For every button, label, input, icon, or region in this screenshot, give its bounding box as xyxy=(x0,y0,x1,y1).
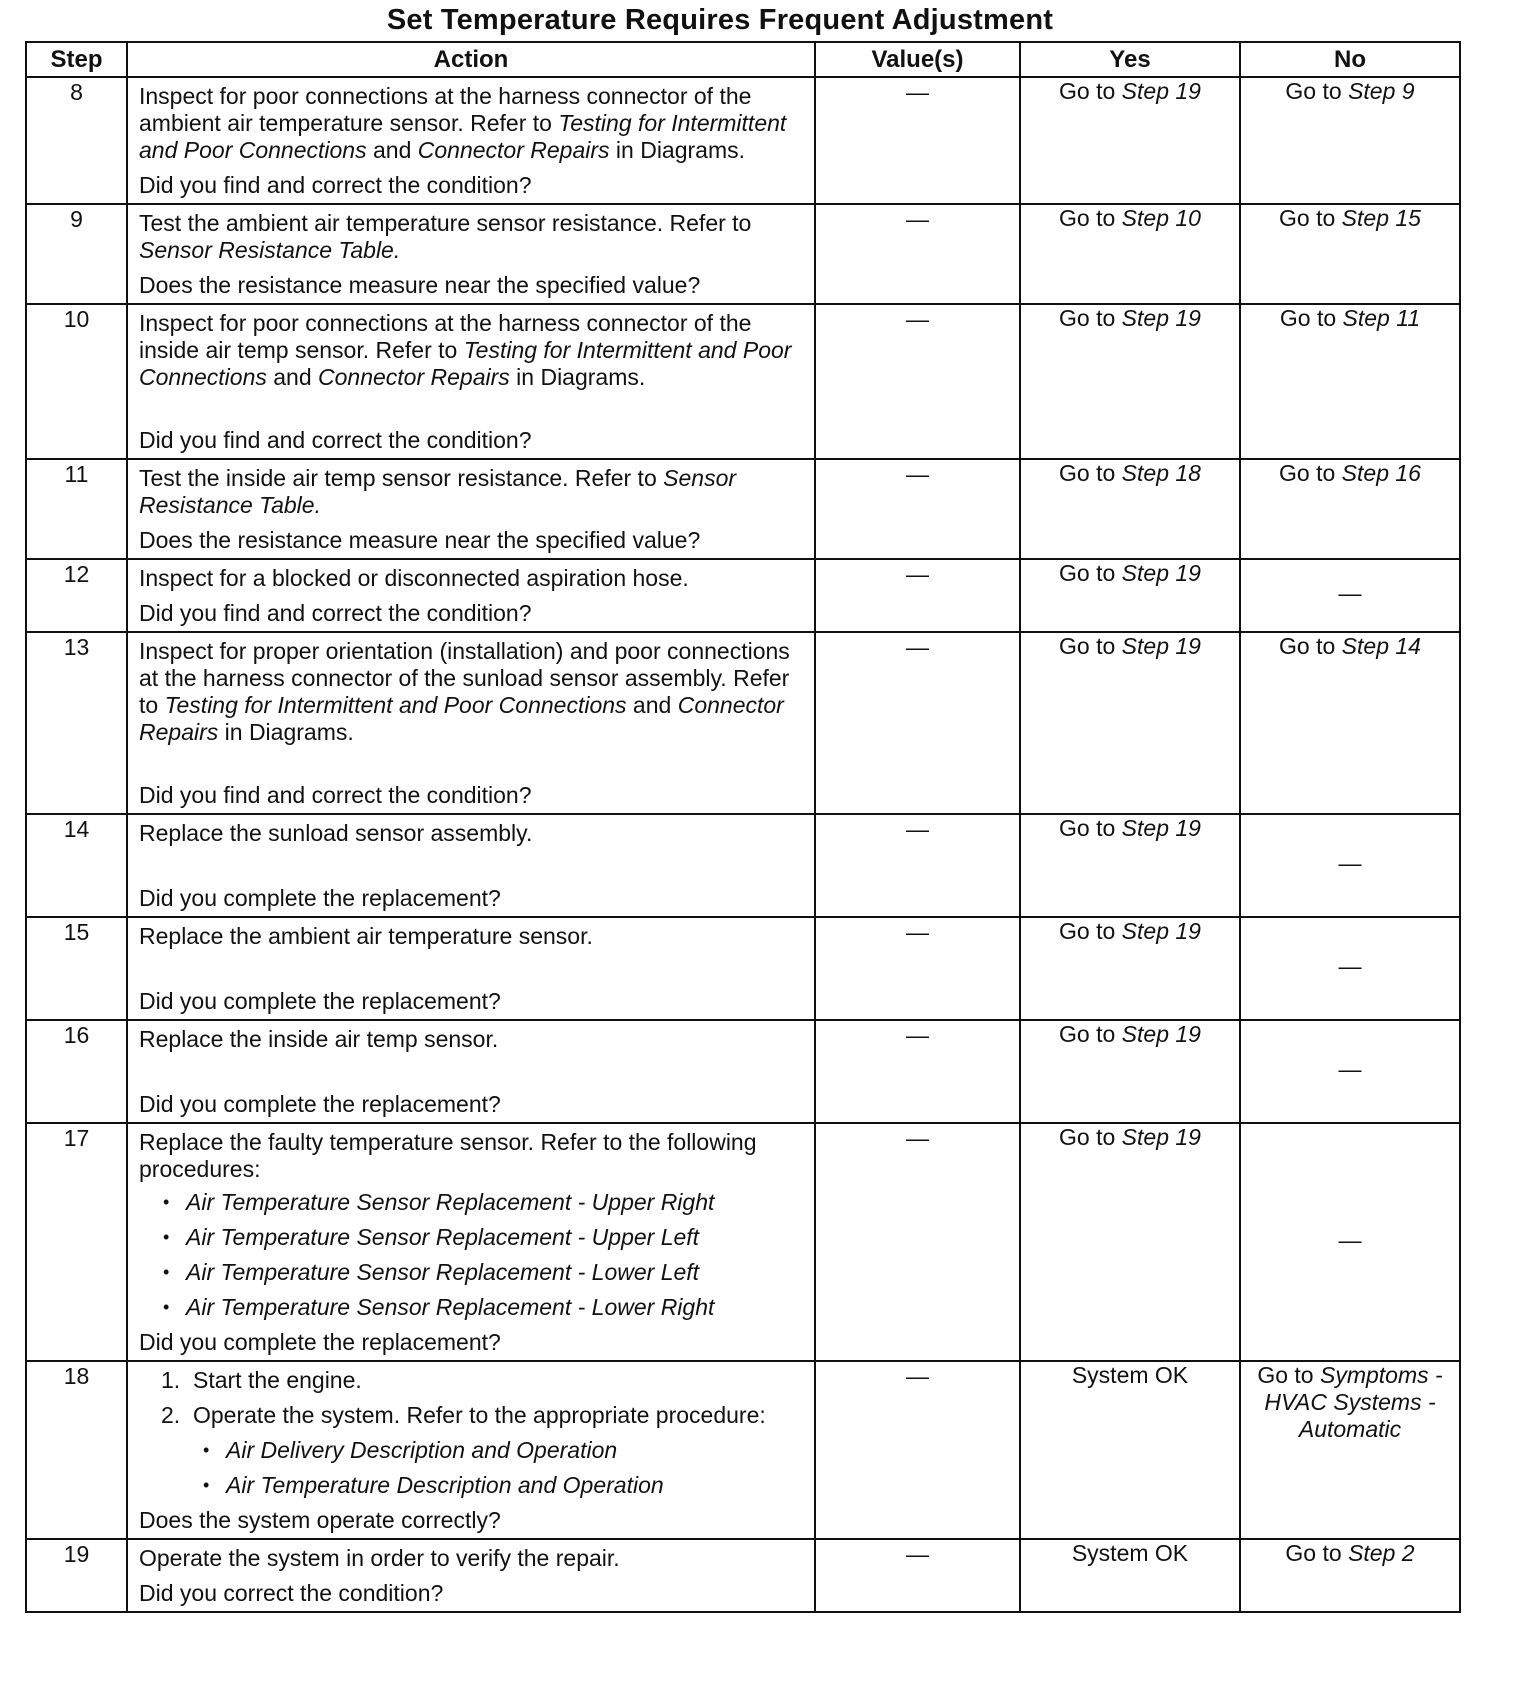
outcome-prefix: Go to xyxy=(1279,305,1343,331)
outcome-target: Step 9 xyxy=(1348,78,1415,104)
step-number: 15 xyxy=(26,917,127,1020)
no-outcome xyxy=(1240,1123,1460,1361)
text-segment: in Diagrams. xyxy=(509,364,646,390)
question-text: Did you complete the replacement? xyxy=(139,988,501,1014)
procedure-list xyxy=(193,1437,808,1499)
text-segment: and xyxy=(266,364,319,390)
step-number: 13 xyxy=(26,632,127,814)
no-outcome xyxy=(1240,77,1460,204)
action-cell xyxy=(127,1020,815,1123)
yes-outcome xyxy=(1020,1020,1240,1123)
action-cell xyxy=(127,77,815,204)
action-cell xyxy=(127,559,815,632)
question-text: Did you find and correct the condition? xyxy=(139,172,532,198)
outcome-target: Step 19 xyxy=(1121,305,1201,331)
numbered-step xyxy=(161,1367,808,1394)
question-text: Did you complete the replacement? xyxy=(139,1329,501,1355)
procedure-item xyxy=(203,1437,808,1464)
value-cell: — xyxy=(815,459,1020,559)
outcome-prefix: Go to xyxy=(1257,1362,1320,1388)
action-text xyxy=(139,83,808,164)
reference-title: Sensor Resistance Table. xyxy=(139,237,401,263)
action-cell xyxy=(127,1123,815,1361)
action-text xyxy=(139,310,808,391)
action-cell xyxy=(127,304,815,459)
action-text xyxy=(139,1026,808,1053)
outcome-prefix: Go to xyxy=(1279,633,1342,659)
procedure-name: Air Temperature Sensor Replacement - Lower Left xyxy=(186,1259,700,1285)
yes-outcome xyxy=(1020,1361,1240,1539)
no-outcome xyxy=(1240,632,1460,814)
action-text xyxy=(139,565,808,592)
question-text: Did you complete the replacement? xyxy=(139,1091,501,1117)
outcome-target: Step 19 xyxy=(1121,78,1201,104)
table-row xyxy=(26,1123,1460,1361)
value-cell: — xyxy=(815,814,1020,917)
action-cell xyxy=(127,814,815,917)
table-row xyxy=(26,304,1460,459)
no-outcome xyxy=(1240,204,1460,304)
text-segment: Inspect for a blocked or disconnected aspiration hose. xyxy=(139,565,689,591)
outcome-target: Step 18 xyxy=(1121,460,1201,486)
step-number: 18 xyxy=(26,1361,127,1539)
step-number: 11 xyxy=(26,459,127,559)
question-text: Did you find and correct the condition? xyxy=(139,782,532,808)
value-cell: — xyxy=(815,559,1020,632)
outcome-prefix: Go to xyxy=(1059,918,1122,944)
action-text xyxy=(139,1545,808,1572)
yes-outcome xyxy=(1020,917,1240,1020)
value-cell: — xyxy=(815,204,1020,304)
procedure-list xyxy=(139,1189,808,1321)
step-index: 2. xyxy=(161,1402,181,1428)
value-cell: — xyxy=(815,304,1020,459)
numbered-step xyxy=(161,1402,808,1499)
outcome-target: Step 19 xyxy=(1121,1124,1201,1150)
procedure-item xyxy=(163,1189,808,1216)
text-segment: Inspect for proper orientation (installation) and poor connections at the harness connector of the sunload sensor assembly. Refer to xyxy=(139,638,790,718)
text-segment: Replace the faulty temperature sensor. Refer to the following procedures: xyxy=(139,1129,757,1182)
action-cell xyxy=(127,459,815,559)
text-segment: Test the inside air temp sensor resistance. Refer to xyxy=(139,465,664,491)
step-text: Start the engine. xyxy=(193,1367,362,1393)
outcome-target: Step 16 xyxy=(1341,460,1421,486)
outcome-text: — xyxy=(1338,1056,1362,1082)
text-segment: Inspect for poor connections at the harness connector of the inside air temp sensor. Refer to xyxy=(139,310,752,363)
no-outcome xyxy=(1240,1361,1460,1539)
outcome-prefix: Go to xyxy=(1059,78,1122,104)
step-number: 19 xyxy=(26,1539,127,1612)
value-cell: — xyxy=(815,77,1020,204)
yes-outcome xyxy=(1020,204,1240,304)
action-text xyxy=(139,923,808,950)
numbered-steps xyxy=(139,1367,808,1499)
action-text xyxy=(139,638,808,746)
yes-outcome xyxy=(1020,632,1240,814)
table-header-row xyxy=(26,42,1460,77)
outcome-text: — xyxy=(1338,580,1362,606)
reference-title: Testing for Intermittent and Poor Connections xyxy=(164,692,627,718)
reference-title: Connector Repairs xyxy=(417,137,610,163)
no-outcome xyxy=(1240,814,1460,917)
question-text: Did you find and correct the condition? xyxy=(139,427,532,453)
table-row xyxy=(26,204,1460,304)
outcome-target: Step 19 xyxy=(1121,633,1201,659)
step-number: 17 xyxy=(26,1123,127,1361)
outcome-prefix: Go to xyxy=(1059,560,1122,586)
question-text: Did you find and correct the condition? xyxy=(139,600,532,626)
outcome-target: Step 11 xyxy=(1342,305,1421,331)
outcome-text: — xyxy=(1338,953,1362,979)
table-row xyxy=(26,1539,1460,1612)
procedure-name: Air Delivery Description and Operation xyxy=(226,1437,618,1463)
header-step: Step xyxy=(26,42,127,77)
text-segment: and xyxy=(366,137,418,163)
outcome-text: — xyxy=(1338,1226,1362,1253)
outcome-target: Symptoms - HVAC Systems - Automatic xyxy=(1264,1362,1443,1442)
outcome-prefix: Go to xyxy=(1059,205,1122,231)
text-segment: Replace the sunload sensor assembly. xyxy=(139,820,533,846)
action-text xyxy=(139,820,808,847)
question-text: Did you correct the condition? xyxy=(139,1580,444,1606)
no-outcome xyxy=(1240,459,1460,559)
yes-outcome xyxy=(1020,304,1240,459)
action-text xyxy=(139,465,808,519)
outcome-prefix: Go to xyxy=(1279,205,1342,231)
value-cell: — xyxy=(815,1539,1020,1612)
table-row xyxy=(26,77,1460,204)
action-cell xyxy=(127,204,815,304)
outcome-target: Step 2 xyxy=(1348,1540,1415,1566)
outcome-prefix: Go to xyxy=(1059,815,1122,841)
reference-title: Connector Repairs xyxy=(318,364,510,390)
table-row xyxy=(26,814,1460,917)
value-cell: — xyxy=(815,1020,1020,1123)
procedure-item xyxy=(163,1224,808,1251)
action-cell xyxy=(127,1361,815,1539)
table-body xyxy=(26,77,1460,1612)
step-number: 12 xyxy=(26,559,127,632)
outcome-prefix: Go to xyxy=(1285,1540,1349,1566)
value-cell: — xyxy=(815,1123,1020,1361)
no-outcome xyxy=(1240,304,1460,459)
outcome-prefix: Go to xyxy=(1059,305,1122,331)
table-row xyxy=(26,1020,1460,1123)
header-values: Value(s) xyxy=(815,42,1020,77)
value-cell: — xyxy=(815,1361,1020,1539)
question-text: Does the system operate correctly? xyxy=(139,1507,501,1533)
step-number: 14 xyxy=(26,814,127,917)
procedure-name: Air Temperature Sensor Replacement - Upper Left xyxy=(186,1224,700,1250)
outcome-target: Step 19 xyxy=(1121,918,1201,944)
procedure-name: Air Temperature Sensor Replacement - Upper Right xyxy=(186,1189,715,1215)
text-segment: in Diagrams. xyxy=(218,719,354,745)
yes-outcome xyxy=(1020,1123,1240,1361)
text-segment: in Diagrams. xyxy=(609,137,746,163)
action-cell xyxy=(127,632,815,814)
value-cell: — xyxy=(815,917,1020,1020)
outcome-text: System OK xyxy=(1071,1362,1189,1388)
step-text: Operate the system. Refer to the appropriate procedure: xyxy=(193,1402,766,1428)
yes-outcome xyxy=(1020,77,1240,204)
page-title: Set Temperature Requires Frequent Adjustment xyxy=(386,4,1054,36)
reference-title: Sensor Resistance Table. xyxy=(139,465,737,518)
header-yes: Yes xyxy=(1020,42,1240,77)
step-number: 8 xyxy=(26,77,127,204)
procedure-name: Air Temperature Sensor Replacement - Lower Right xyxy=(186,1294,715,1320)
yes-outcome xyxy=(1020,1539,1240,1612)
outcome-prefix: Go to xyxy=(1059,1021,1122,1047)
procedure-item xyxy=(163,1259,808,1286)
outcome-text: — xyxy=(1338,850,1362,876)
table-row xyxy=(26,632,1460,814)
outcome-text: System OK xyxy=(1071,1540,1189,1566)
reference-title: Testing for Intermittent and Poor Connections xyxy=(139,110,787,163)
outcome-prefix: Go to xyxy=(1279,460,1342,486)
outcome-target: Step 19 xyxy=(1121,815,1201,841)
text-segment: Replace the inside air temp sensor. xyxy=(139,1026,499,1052)
procedure-name: Air Temperature Description and Operation xyxy=(226,1472,664,1498)
no-outcome xyxy=(1240,559,1460,632)
text-segment: and xyxy=(626,692,678,718)
step-index: 1. xyxy=(161,1367,181,1393)
outcome-target: Step 14 xyxy=(1341,633,1421,659)
no-outcome xyxy=(1240,1539,1460,1612)
step-number: 10 xyxy=(26,304,127,459)
outcome-target: Step 19 xyxy=(1121,1021,1201,1047)
question-text: Does the resistance measure near the specified value? xyxy=(139,272,701,298)
yes-outcome xyxy=(1020,559,1240,632)
action-cell xyxy=(127,1539,815,1612)
action-text xyxy=(139,1129,808,1183)
no-outcome xyxy=(1240,1020,1460,1123)
action-text xyxy=(139,210,808,264)
table-row xyxy=(26,459,1460,559)
action-cell xyxy=(127,917,815,1020)
reference-title: Testing for Intermittent and Poor Connections xyxy=(139,337,792,390)
text-segment: Replace the ambient air temperature sensor. xyxy=(139,923,593,949)
header-no: No xyxy=(1240,42,1460,77)
text-segment: Inspect for poor connections at the harness connector of the ambient air temperature sensor. Refer to xyxy=(139,83,752,136)
value-cell: — xyxy=(815,632,1020,814)
step-number: 9 xyxy=(26,204,127,304)
step-number: 16 xyxy=(26,1020,127,1123)
text-segment: Test the ambient air temperature sensor resistance. Refer to xyxy=(139,210,752,236)
procedure-item xyxy=(203,1472,808,1499)
yes-outcome xyxy=(1020,814,1240,917)
question-text: Does the resistance measure near the specified value? xyxy=(139,527,701,553)
outcome-prefix: Go to xyxy=(1285,78,1349,104)
outcome-prefix: Go to xyxy=(1059,1124,1122,1150)
yes-outcome xyxy=(1020,459,1240,559)
diagnostic-table xyxy=(25,41,1461,1613)
outcome-target: Step 19 xyxy=(1121,560,1201,586)
outcome-target: Step 15 xyxy=(1341,205,1421,231)
table-row xyxy=(26,559,1460,632)
header-action: Action xyxy=(127,42,815,77)
reference-title: Connector Repairs xyxy=(139,692,784,745)
outcome-prefix: Go to xyxy=(1059,460,1122,486)
outcome-prefix: Go to xyxy=(1059,633,1122,659)
outcome-target: Step 10 xyxy=(1121,205,1201,231)
procedure-item xyxy=(163,1294,808,1321)
text-segment: Operate the system in order to verify the repair. xyxy=(139,1545,620,1571)
question-text: Did you complete the replacement? xyxy=(139,885,501,911)
no-outcome xyxy=(1240,917,1460,1020)
table-row xyxy=(26,1361,1460,1539)
table-row xyxy=(26,917,1460,1020)
